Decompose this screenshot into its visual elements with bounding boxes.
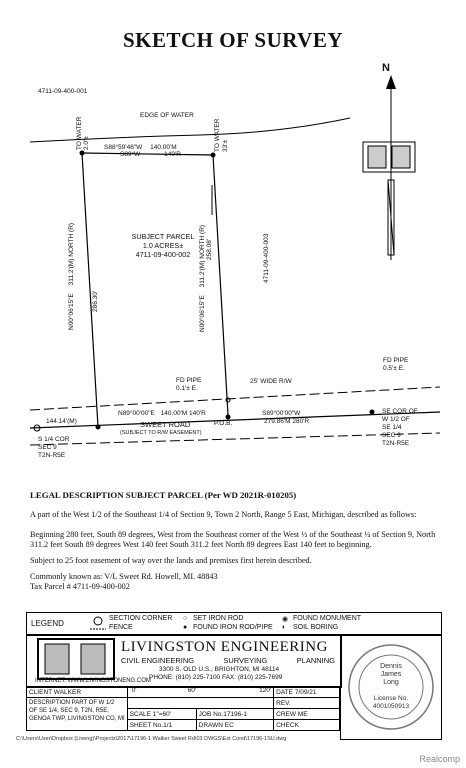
top-bearing-m: S88°59'46"W [104,144,143,151]
scale-mark: 60' [187,687,197,694]
east-dist: 311.2'(M) NORTH (R) [199,224,206,288]
parcel-nw-label: 4711-09-400-001 [38,88,88,95]
date-cell: DATE 7/09/21 [274,687,340,698]
page-title: SKETCH OF SURVEY [122,28,344,52]
legal-description [30,490,440,592]
se-corner-line: W 1/2 OF [382,416,410,423]
road-bottom-bearing: N89°00'00"E [118,410,155,417]
parcel-ne-label: 4711-09-400-003 [263,233,270,283]
service-surveying: SURVEYING [223,656,268,665]
east-line-measure [199,225,206,332]
scale-mark: 120' [259,687,272,694]
top-dist-r: 140'R [164,151,181,158]
edge-of-water-label: EDGE OF WATER [140,112,194,119]
service-civil: CIVIL ENGINEERING [121,656,195,665]
west-sub-dist: 286.30' [92,290,99,312]
west-dist: 311.2'(M) NORTH (R) [68,222,75,286]
soil-boring-icon: ◐ [282,624,287,631]
found-iron-icon: ● [183,624,188,631]
subject-parcel-title: SUBJECT PARCEL [131,232,195,241]
description-line: GENOA TWP, LIVINGSTON CO, MI [29,716,125,722]
seal-name [371,663,411,687]
west-line-measure [68,223,75,330]
top-bearing-r: S89°W [120,151,141,158]
water-right-to: TO WATER [214,118,221,152]
se-corner-label [382,408,418,448]
seal-name-line: Long [383,679,399,686]
set-iron-icon: ○ [183,615,188,622]
section-corner-icon [89,615,107,633]
seal-license-number: 4001050913 [372,703,410,710]
fd-pipe-right: FD PIPE [383,357,409,364]
subject-parcel-id: 4711-09-400-002 [135,250,191,259]
road-bottom-measure [118,410,206,417]
road-east-bearing: S89°00'00"W [262,410,301,417]
company-name: LIVINGSTON ENGINEERING [121,639,328,655]
description-line: OF SE 1/4, SEC 9, T2N, R5E, [29,708,109,714]
seal-name-line: James [380,671,402,678]
scale-mark: 0' [131,687,137,694]
road-east-dist: 279.86'M 280'R [264,418,310,425]
legal-p2: Beginning 280 feet, South 89 degrees, West from the Southeast corner of the West ½ of the Southeast ¼ of Section 9, North 311.2 feet South 89 degrees West 140 feet South 311.2 feet North 89 degrees East 140 feet to beginning. [30,530,436,549]
legal-heading: LEGAL DESCRIPTION SUBJECT PARCEL (Per WD 2021R-010205) [30,490,297,500]
scale-bar-cell [127,687,273,698]
seal-license-label: License No. [373,695,409,702]
seal-license [365,695,417,711]
water-right-dist: 33'± [222,139,229,152]
blank-cell [127,698,273,709]
sw-corner-label [38,436,69,460]
company-logo [37,638,115,680]
road-easement: (SUBJECT TO R/W EASEMENT) [120,430,202,436]
water-left-dist: 2.0'± [83,136,90,150]
subject-parcel-acres: 1.0 ACRES± [142,241,184,250]
watermark: Realcomp [419,754,460,764]
top-line-measure-m [104,144,177,151]
company-block [26,634,342,688]
check-cell: CHECK [274,720,340,731]
row-width-label: 25' WIDE R/W [250,378,292,385]
drawn-cell: DRAWN EC [196,720,274,731]
legend-set-iron: SET IRON ROD [193,615,244,622]
legal-p4: Commonly known as: V/L Sweet Rd. Howell, MI. 48843 [30,572,218,581]
top-dist-m: 140.00'M [150,144,177,151]
job-cell: JOB No.17196-1 [196,709,274,720]
company-internet[interactable]: INTERNET: WWW.LIVINGSTONENG.COM [35,678,151,684]
legend-section-corner: SECTION CORNER [109,615,173,622]
seal-box [340,634,442,740]
subject-parcel-block [118,232,208,259]
legal-p3: Subject to 25 foot easement of way over the lands and premises first herein described. [30,556,312,565]
surveyor-seal [347,639,435,735]
top-line-measure-r [120,151,181,158]
legend-soil-boring: SOIL BORING [293,624,339,631]
sheet-cell: SHEET No.1/1 [127,720,196,731]
west-bearing: N00°06'15"E [68,293,75,330]
east-bearing: N00°06'15"E [199,295,206,332]
fd-pipe-left: FD PIPE [176,377,202,384]
road-bottom-dist: 140.00'M 140'R [160,410,206,417]
seal-name-line: Dennis [380,663,402,670]
road-left-dist: 144.14'(M) [46,418,77,425]
se-corner-line: SE COR OF [382,408,418,415]
fd-pipe-left-offset: 0.1'± E. [176,385,198,392]
legal-p5: Tax Parcel # 4711-09-400-002 [30,582,130,591]
legend-fence: FENCE [109,624,133,631]
water-left-to: TO WATER [76,116,83,150]
se-corner-line: SE 1/4 [382,424,402,431]
east-sub-dist: 258.08' [206,238,213,260]
legal-p1: A part of the West 1/2 of the Southeast 1/4 of Section 9, Town 2 North, Range 5 East, Michigan, described as follows: [30,510,417,519]
se-corner-line: SEC 9 [382,432,401,439]
road-name: SWEET ROAD [140,420,191,429]
north-label: N [382,62,390,74]
company-services [121,656,335,665]
crew-cell: CREW ME [274,709,340,720]
company-phone: PHONE: (810) 225-7100 FAX: (810) 225-7699 [149,674,283,681]
legend-found-monument: FOUND MONUMENT [293,615,362,622]
found-monument-icon: ◉ [282,616,289,623]
service-planning: PLANNING [296,656,335,665]
sw-corner-line: S 1/4 COR [38,436,70,443]
legend-title: LEGEND [31,619,64,628]
description-cell [27,698,128,731]
title-block [26,686,340,731]
company-address: 3300 S. OLD U.S., BRIGHTON, MI 48114 [159,666,280,673]
legend-box [26,612,442,636]
client-cell: CLIENT WALKER [27,687,128,698]
sw-corner-line: SEC 9 [38,444,57,451]
legend-found-iron: FOUND IRON ROD/PIPE [193,624,273,631]
description-line: DESCRIPTION PART OF W 1/2 [29,700,115,706]
pob-label: P.O.B. [214,420,233,427]
fd-pipe-right-offset: 0.5'± E. [383,365,405,372]
scale-cell: SCALE 1"=60' [127,709,196,720]
sw-corner-line: T2N-R5E [38,452,66,459]
rev-cell: REV. [274,698,340,709]
file-path: C:\Users\User\Dropbox (Liveng)\Projects\2017\17196-1 Walker Sweet Rd\03 DWGS\Est Cond\17196-1SU.dwg [16,736,287,742]
se-corner-line: T2N-R5E [382,440,410,447]
